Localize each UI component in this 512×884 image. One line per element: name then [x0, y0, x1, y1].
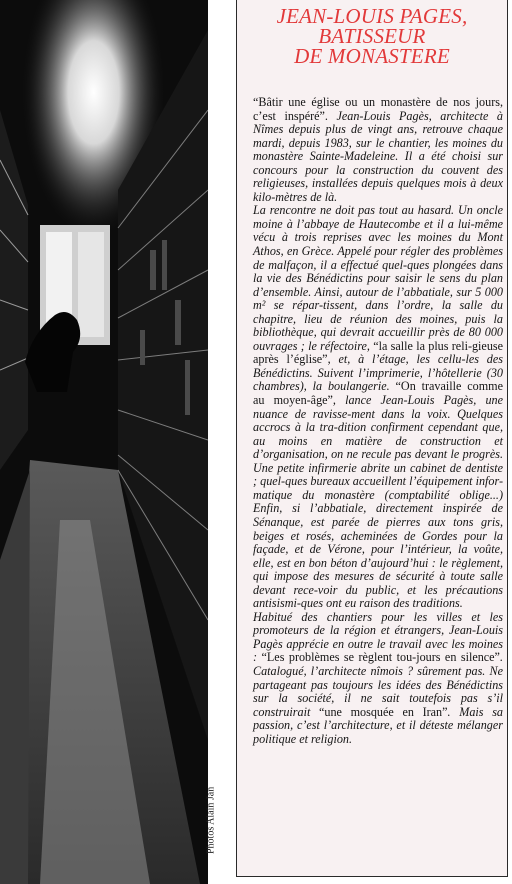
text-segment-italic: Jean-Louis Pagès, architecte à Nîmes depuis plus de vingt ans, retrouve chaque mardi, depuis 1983, sur le chantier, les moines du monastère Sainte-Madeleine. Il a été choisi sur concours pour la construction du couvent des religieuses, installées depuis quelques mois à deux kilo-mètres de là. — [253, 108, 503, 204]
text-segment-italic: , lance Jean-Louis Pagès, une nuance de ravisse-ment dans la voix. Quelques accrocs à la tra-dition confirment cependant que, au moins en matière de construction et d’organisation, on ne recule pas devant le progrès. Une petite infirmerie abrite un cabinet de dentiste ; quel-ques bureaux accueillent l’équipement infor-matique du monastère (comptabilité oblige...) Enfin, si l’abbatiale, directement inspirée de Sénanque, est parée de pierres aux tons gris, beiges et rosés, acheminées de Gordes pour la façade, et de Vérone, pour l’intérieur, la voûte, elle, est en bon béton d’aujourd’hui : le règlement, qui impose des mesures de sécurité à toute salle devant rece-voir du public, et les précautions antisismi-ques ont eu raison des traditions. — [253, 393, 503, 611]
headline-line-1: JEAN-LOUIS PAGES, — [276, 4, 468, 28]
text-segment-italic: . Mais sa passion, c’est l’architecture, et il déteste mélanger politique et religion. — [253, 704, 503, 746]
headline-line-2: BATISSEUR — [318, 24, 426, 48]
text-segment: “Bâtir une église ou un monastère de nos jours, c’est inspéré”. — [253, 95, 503, 123]
article-body — [253, 96, 503, 746]
quote-segment: “On travaille comme au moyen-âge” — [253, 379, 503, 408]
quote-segment: “la salle la plus reli-gieuse après l’église” — [253, 338, 504, 367]
text-segment-italic: Habitué des chantiers pour les villes et les promoteurs de la région et étrangers, Jean-Louis Pagès apprécie en outre le travail avec les moines : — [253, 609, 503, 665]
quote-segment: “Les problèmes se règlent tou-jours en silence” — [261, 650, 500, 665]
quote-segment: “une mosquée en Iran” — [319, 704, 448, 719]
library-photo — [0, 0, 208, 884]
library-corridor-image — [0, 0, 208, 884]
paragraph-1 — [253, 96, 503, 204]
text-segment-italic: . Catalogué, l’architecte nîmois ? sûrement pas. Ne partageant pas toujours les idées des Bénédictins sur la société, il ne sait toutefois pas s’il construirait — [253, 650, 503, 719]
headline-line-3: DE MONASTERE — [294, 44, 450, 68]
paragraph-3 — [253, 611, 503, 746]
text-segment-italic: La rencontre ne doit pas tout au hasard. Un oncle moine à l’abbaye de Hautecombe et il a lui-même vécu à trois reprises avec les moines du Mont Athos, en Grèce. Appelé pour régler des problèmes de malfaçon, il a effectué quel-ques plongées dans la vie des Bénédictins pour saisir le sens du plan d’ensemble. Ainsi, autour de l’abbatiale, sur 5 000 m² se répar-tissent, dans l’ordre, la salle du chapitre, lieu de réunion des moines, puis la bibliothèque, qui devrait accueillir près de 80 000 ouvrages ; le réfectoire, — [253, 203, 503, 353]
headline — [241, 6, 503, 66]
photo-credit: Photos Alain Jan — [205, 786, 217, 854]
article-box — [236, 0, 508, 877]
paragraph-2 — [253, 204, 503, 610]
text-segment-italic: , et, à l’étage, les cellu-les des Bénédictins. Suivent l’imprimerie, l’hôtellerie (30 chambres), la boulangerie. — [253, 352, 503, 394]
